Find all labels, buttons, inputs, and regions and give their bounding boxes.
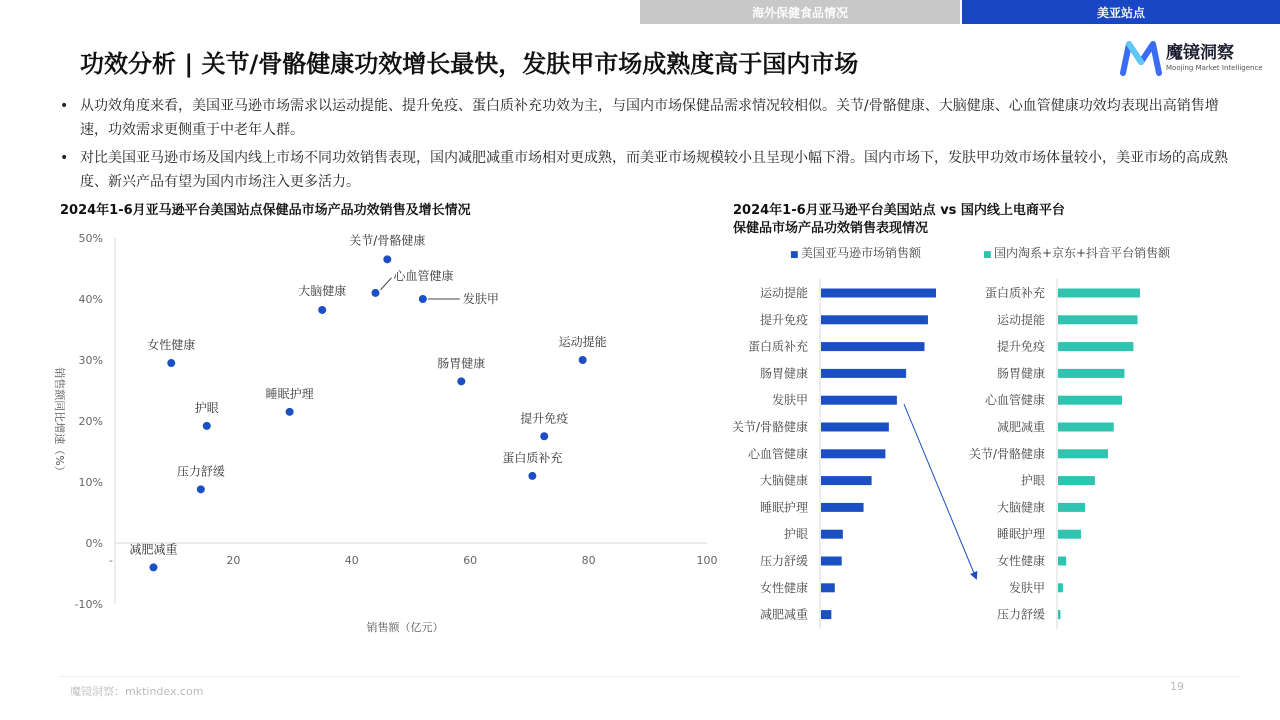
bar-category-label: 肠胃健康 (759, 366, 808, 381)
bar (1058, 369, 1124, 378)
bar-category-label: 提升免疫 (759, 312, 808, 327)
scatter-chart (40, 222, 720, 642)
bar (821, 289, 936, 298)
logo-name-cn: 魔镜洞察 (1166, 42, 1234, 63)
bar-category-label: 女性健康 (759, 580, 808, 595)
point-label: 关节/骨骼健康 (349, 233, 426, 248)
scatter-point (528, 472, 536, 480)
brand-logo (1120, 40, 1263, 76)
point-label: 压力舒缓 (176, 464, 225, 479)
bar-category-label: 睡眠护理 (759, 500, 808, 515)
x-axis-title: 销售额（亿元） (366, 621, 444, 634)
x-tick-label: 40 (344, 554, 359, 567)
y-tick-label: 0% (85, 537, 103, 550)
y-axis-title: 销售额同比增速（%） (53, 367, 66, 477)
scatter-point (457, 377, 465, 385)
point-label: 护眼 (194, 400, 219, 415)
bullet-text: 对比美国亚马逊市场及国内线上市场不同功效销售表现，国内减肥减重市场相对更成熟，而美亚市场规模较小且呈现小幅下滑。国内市场下，发肤甲功效市场体量较小，美亚市场的高成熟度、新兴产品有望为国内市场注入更多活力。 (80, 150, 1228, 190)
bullet-item (60, 94, 1240, 142)
scatter-point (540, 432, 548, 440)
summary-bullets (60, 94, 1240, 198)
bar-category-label: 压力舒缓 (996, 607, 1045, 622)
bar-category-label: 大脑健康 (759, 473, 808, 488)
tab-overseas-health-food[interactable]: 海外保健食品情况 (640, 0, 960, 24)
point-label: 肠胃健康 (437, 356, 486, 371)
point-label: 运动提能 (558, 335, 607, 349)
bar (1058, 423, 1114, 432)
scatter-point (149, 563, 157, 571)
point-label: 大脑健康 (298, 283, 347, 298)
scatter-point (579, 356, 587, 364)
y-tick-label: 20% (78, 415, 103, 428)
bar (821, 610, 831, 619)
y-tick-label: 10% (78, 476, 103, 489)
scatter-point (286, 408, 294, 416)
bar-category-label: 大脑健康 (996, 500, 1045, 515)
bar (1058, 476, 1095, 485)
bar (821, 315, 928, 324)
bar-category-label: 发肤甲 (771, 393, 808, 408)
legend-label: 国内淘系+京东+抖音平台销售额 (994, 246, 1171, 260)
bullet-dot: • (60, 150, 69, 166)
bar-category-label: 压力舒缓 (759, 554, 808, 568)
bar-category-label: 女性健康 (996, 554, 1045, 568)
bar-chart-title-line2: 保健品市场产品功效销售表现情况 (733, 221, 929, 236)
bar (821, 557, 842, 566)
point-label: 睡眠护理 (265, 386, 314, 401)
scatter-point (318, 306, 326, 314)
bar-category-label: 减肥减重 (759, 607, 808, 622)
logo-name-en: Moojing Market Intelligence (1166, 63, 1263, 72)
bar (1058, 557, 1066, 566)
bar (821, 369, 906, 378)
bar-category-label: 关节/骨骼健康 (968, 446, 1045, 461)
bar (821, 396, 897, 405)
bar-category-label: 肠胃健康 (996, 366, 1045, 381)
top-tabs (640, 0, 1280, 24)
y-tick-label: 40% (78, 293, 103, 306)
point-label: 发肤甲 (462, 292, 499, 306)
point-label: 减肥减重 (129, 542, 178, 557)
bar (821, 503, 864, 512)
bar-category-label: 发肤甲 (1008, 580, 1045, 595)
page-title: 功效分析 | 关节/骨骼健康功效增长最快，发肤甲市场成熟度高于国内市场 (80, 50, 859, 78)
scatter-point (371, 289, 379, 297)
x-tick-zero-label: - (109, 554, 113, 567)
bar-category-label: 减肥减重 (996, 420, 1045, 434)
bar (1058, 289, 1140, 298)
bar-category-label: 睡眠护理 (996, 527, 1045, 542)
point-leader-line (380, 278, 391, 290)
bar (821, 583, 835, 592)
bar (1058, 610, 1060, 619)
scatter-chart-title: 2024年1-6月亚马逊平台美国站点保健品市场产品功效销售及增长情况 (60, 203, 471, 218)
footer-divider (60, 676, 1240, 677)
bar (821, 449, 885, 458)
legend-marker: ■ (790, 250, 799, 260)
page-number: 19 (1170, 680, 1184, 693)
bar (1058, 449, 1108, 458)
bar (1058, 396, 1122, 405)
bar (1058, 315, 1138, 324)
bar (821, 476, 872, 485)
bar-category-label: 护眼 (783, 527, 808, 542)
bar-category-label: 提升免疫 (996, 339, 1045, 354)
bar (1058, 342, 1133, 351)
bar (1058, 583, 1063, 592)
legend-label: 美国亚马逊市场销售额 (801, 246, 922, 260)
bar-chart-title-line1: 2024年1-6月亚马逊平台美国站点 vs 国内线上电商平台 (733, 203, 1065, 218)
legend-marker: ■ (983, 250, 992, 260)
bar-charts (720, 240, 1240, 630)
bar-category-label: 心血管健康 (747, 446, 808, 461)
bar-category-label: 蛋白质补充 (984, 286, 1045, 300)
scatter-point (383, 255, 391, 263)
bar-category-label: 运动提能 (759, 286, 808, 300)
point-label: 心血管健康 (393, 268, 454, 283)
bar (1058, 530, 1081, 539)
bar-category-label: 关节/骨骼健康 (731, 420, 808, 434)
y-tick-label: 30% (78, 354, 103, 367)
x-tick-label: 60 (463, 554, 478, 567)
bullet-item (60, 146, 1240, 194)
point-label: 提升免疫 (520, 411, 569, 426)
x-tick-label: 100 (696, 554, 718, 567)
annotation-arrow (904, 404, 976, 578)
bar-category-label: 护眼 (1020, 473, 1045, 488)
scatter-point (419, 295, 427, 303)
bar (821, 423, 889, 432)
tab-us-amazon-site[interactable]: 美亚站点 (962, 0, 1280, 24)
bar-category-label: 运动提能 (996, 312, 1045, 327)
bullet-dot: • (60, 98, 69, 114)
scatter-point (197, 485, 205, 493)
y-tick-label: -10% (74, 598, 103, 611)
moojing-logo-icon (1120, 40, 1162, 76)
point-label: 蛋白质补充 (502, 450, 563, 465)
bar (821, 342, 925, 351)
footer-source: 魔镜洞察：mktindex.com (70, 685, 204, 698)
bar (821, 530, 843, 539)
bullet-text: 从功效角度来看，美国亚马逊市场需求以运动提能、提升免疫、蛋白质补充功效为主，与国内市场保健品需求情况较相似。关节/骨骼健康、大脑健康、心血管健康功效均表现出高销售增速，功效需求更侧重于中老年人群。 (80, 98, 1219, 138)
bar-category-label: 心血管健康 (984, 393, 1045, 408)
bar (1058, 503, 1085, 512)
point-label: 女性健康 (147, 338, 196, 353)
y-tick-label: 50% (78, 232, 103, 245)
x-tick-label: 20 (226, 554, 241, 567)
scatter-point (167, 359, 175, 367)
x-tick-label: 80 (581, 554, 596, 567)
scatter-point (203, 422, 211, 430)
bar-category-label: 蛋白质补充 (747, 339, 808, 354)
